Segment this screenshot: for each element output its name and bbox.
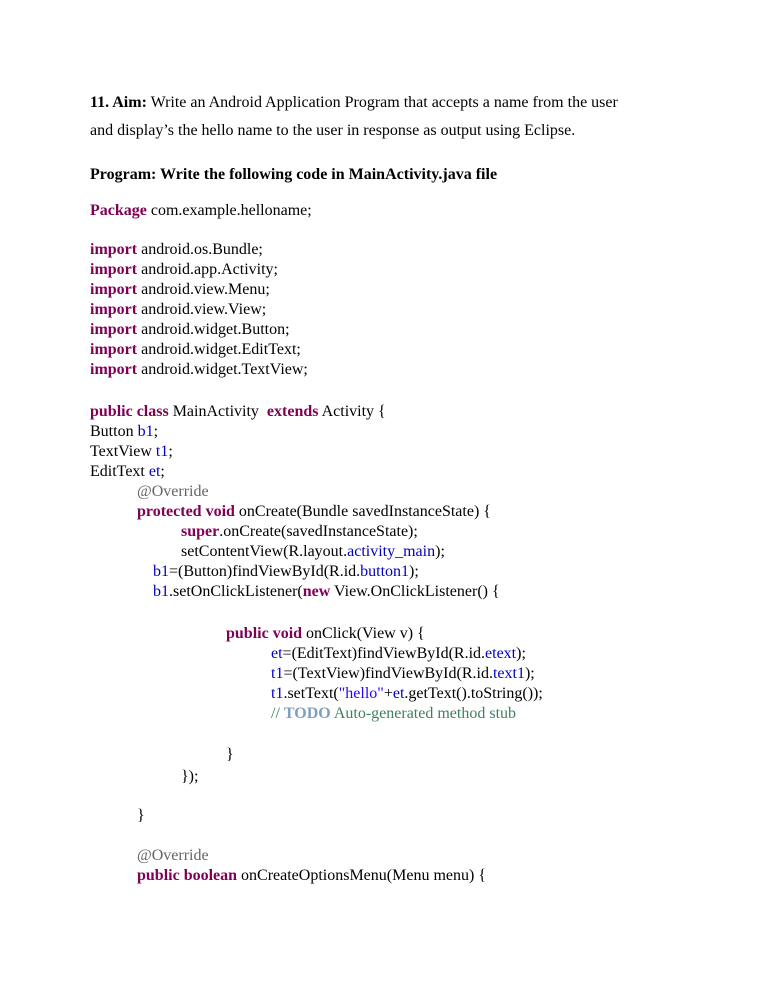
- view-id: text1: [492, 665, 525, 682]
- field-declaration: [90, 462, 165, 482]
- code-text: View.OnClickListener() {: [330, 583, 500, 600]
- super-call-rest: .onCreate(savedInstanceState);: [219, 523, 418, 540]
- import-keyword: import: [90, 301, 138, 318]
- import-keyword: import: [90, 321, 138, 338]
- field-declaration: [90, 422, 158, 442]
- package-name: com.example.helloname;: [146, 202, 312, 219]
- field-name: b1: [137, 423, 154, 440]
- code-text: +: [383, 685, 393, 702]
- public-keyword: public: [137, 867, 180, 884]
- field-type: EditText: [90, 463, 149, 480]
- field-ref: b1: [153, 583, 169, 600]
- import-path: android.widget.TextView;: [137, 361, 308, 378]
- field-ref: et: [392, 685, 405, 702]
- find-button-line: [153, 562, 419, 582]
- oncreate-declaration: [137, 502, 491, 522]
- options-menu-declaration: [137, 866, 486, 886]
- import-line: [90, 360, 308, 380]
- layout-id: activity_main: [347, 543, 436, 560]
- todo-tag: TODO: [283, 705, 331, 722]
- import-keyword: import: [90, 261, 138, 278]
- import-path: android.widget.Button;: [137, 321, 290, 338]
- import-path: android.app.Activity;: [137, 261, 278, 278]
- field-ref: et: [271, 645, 283, 662]
- import-keyword: import: [90, 341, 138, 358]
- view-id: etext: [485, 645, 517, 662]
- field-end: ;: [153, 423, 159, 440]
- import-path: android.view.View;: [137, 301, 267, 318]
- field-end: ;: [168, 443, 173, 460]
- field-type: Button: [90, 423, 138, 440]
- field-ref: b1: [153, 563, 169, 580]
- code-text: );: [516, 645, 526, 662]
- program-heading: Program: Write the following code in MainActivity.java file: [90, 166, 498, 183]
- field-declaration: [90, 442, 173, 462]
- set-content-view: [181, 542, 445, 562]
- protected-keyword: protected: [137, 503, 202, 520]
- aim-line-1: [90, 93, 618, 113]
- code-text: .setText(: [283, 685, 339, 702]
- import-keyword: import: [90, 281, 138, 298]
- public-keyword: public: [90, 403, 133, 420]
- void-keyword: void: [201, 503, 235, 520]
- options-menu-signature: onCreateOptionsMenu(Menu menu) {: [237, 867, 486, 884]
- super-call: [181, 522, 418, 542]
- code-text: );: [409, 563, 419, 580]
- override-annotation: @Override: [137, 847, 209, 864]
- code-text: =(Button)findViewById(R.id.: [169, 563, 361, 580]
- todo-comment: [271, 704, 516, 724]
- oncreate-signature: onCreate(Bundle savedInstanceState) {: [234, 503, 491, 520]
- code-text: );: [524, 665, 535, 682]
- field-ref: t1: [271, 685, 284, 702]
- code-text: =(TextView)findViewById(R.id.: [283, 665, 493, 682]
- class-name: MainActivity: [168, 403, 263, 420]
- code-text: .getText().toString());: [404, 685, 543, 702]
- field-ref: t1: [271, 665, 284, 682]
- code-text: );: [435, 543, 445, 560]
- import-line: [90, 340, 301, 360]
- override-annotation: @Override: [137, 483, 209, 500]
- find-t1-line: [271, 664, 535, 684]
- comment-text: Auto-generated method stub: [330, 705, 517, 722]
- import-path: android.widget.EditText;: [137, 341, 301, 358]
- field-name: et: [148, 463, 161, 480]
- field-name: t1: [155, 443, 169, 460]
- class-declaration: [90, 402, 386, 422]
- import-keyword: import: [90, 241, 138, 258]
- onclick-signature: onClick(View v) {: [302, 625, 425, 642]
- aim-label: 11. Aim:: [90, 94, 147, 111]
- find-et-line: [271, 644, 526, 664]
- class-keyword: class: [132, 403, 169, 420]
- package-line: [90, 201, 312, 221]
- extends-keyword: extends: [262, 403, 319, 420]
- close-oncreate: }: [137, 807, 145, 824]
- code-text: .setOnClickListener(: [169, 583, 303, 600]
- import-line: [90, 260, 278, 280]
- string-literal: "hello": [338, 685, 384, 702]
- aim-text-1: Write an Android Application Program that accepts a name from the user: [150, 94, 618, 111]
- super-keyword: super: [181, 523, 220, 540]
- import-path: android.os.Bundle;: [137, 241, 263, 258]
- comment-prefix: //: [271, 705, 284, 722]
- import-path: android.view.Menu;: [137, 281, 270, 298]
- import-line: [90, 300, 266, 320]
- import-keyword: import: [90, 361, 138, 378]
- superclass: Activity {: [318, 403, 386, 420]
- new-keyword: new: [302, 583, 331, 600]
- close-onclick: }: [226, 746, 234, 763]
- import-line: [90, 240, 263, 260]
- view-id: button1: [360, 563, 410, 580]
- code-text: setContentView(R.layout.: [181, 543, 348, 560]
- field-type: TextView: [90, 443, 156, 460]
- set-listener-line: [153, 582, 500, 602]
- public-keyword: public: [226, 625, 269, 642]
- field-end: ;: [160, 463, 165, 480]
- void-keyword: void: [268, 625, 303, 642]
- boolean-keyword: boolean: [179, 867, 238, 884]
- code-text: =(EditText)findViewById(R.id.: [282, 645, 486, 662]
- onclick-declaration: [226, 624, 425, 644]
- package-keyword: Package: [90, 202, 147, 219]
- import-line: [90, 320, 290, 340]
- set-text-line: [271, 684, 543, 704]
- aim-line-2: and display’s the hello name to the user in response as output using Eclipse.: [90, 122, 576, 139]
- import-line: [90, 280, 270, 300]
- close-listener: });: [181, 768, 199, 785]
